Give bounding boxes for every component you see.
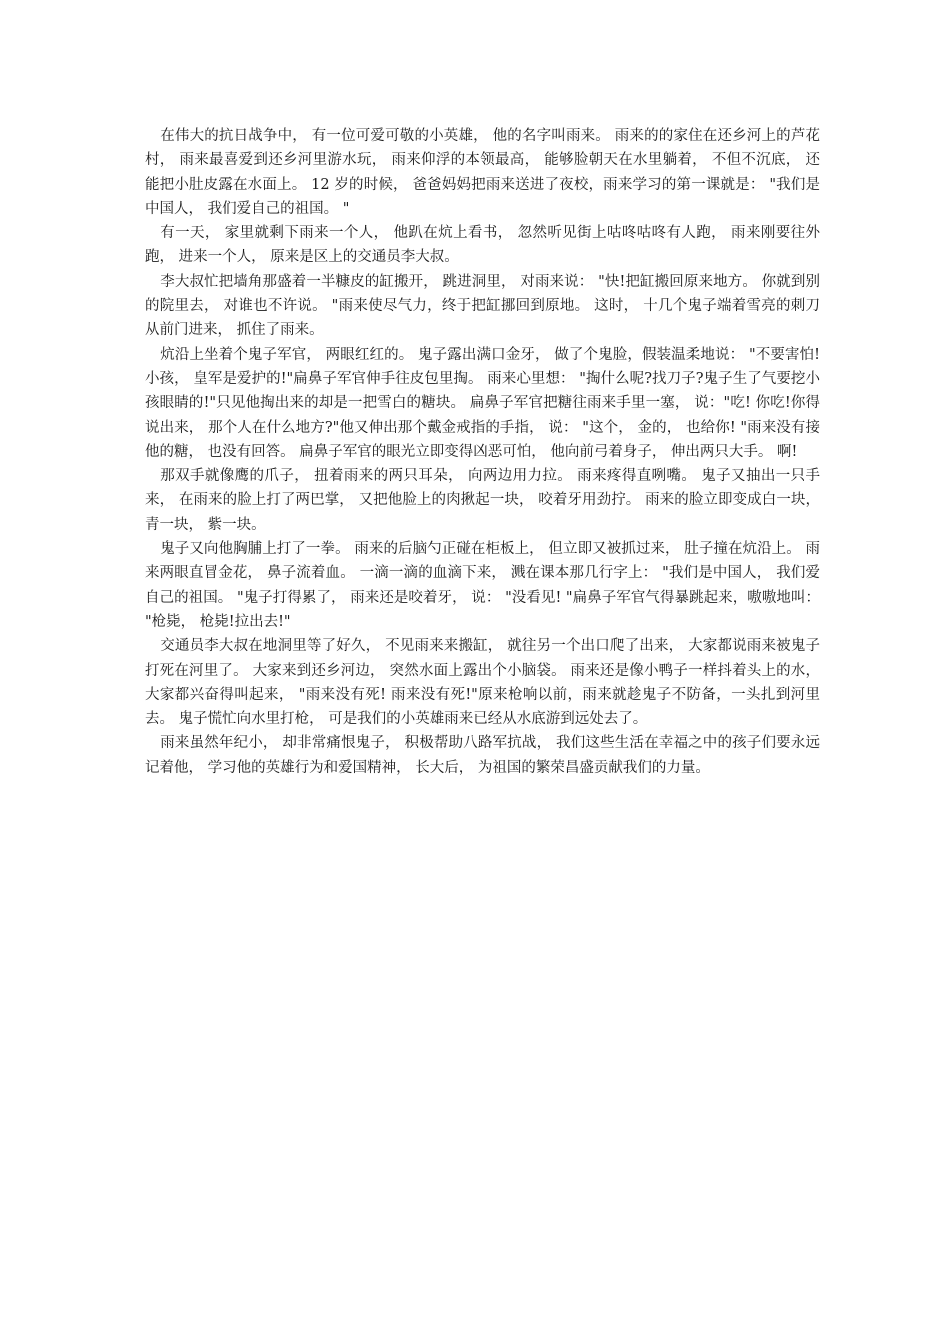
paragraph: 鬼子又向他胸脯上打了一拳。 雨来的后脑勺正碰在柜板上， 但立即又被抓过来， 肚子撞在炕沿上。 雨来两眼直冒金花， 鼻子流着血。 一滴一滴的血滴下来， 溅在课本那几行字上： "我们是中国人， 我们爱自己的祖国。 "鬼子打得累了， 雨来还是咬着牙， 说： "没看见! "扁鼻子军官气得暴跳起来，嗷嗷地叫： "枪毙， 枪毙!拉出去!" bbox=[145, 541, 820, 630]
paragraph: 有一天， 家里就剩下雨来一个人， 他趴在炕上看书， 忽然听见街上咕咚咕咚有人跑， 雨来刚要往外跑， 进来一个人， 原来是区上的交通员李大叔。 bbox=[145, 225, 820, 266]
paragraph: 在伟大的抗日战争中， 有一位可爱可敬的小英雄， 他的名字叫雨来。 雨来的的家住在还乡河上的芦花村， 雨来最喜爱到还乡河里游水玩， 雨来仰浮的本领最高， 能够脸朝天在水里躺着， 不但不沉底， 还能把小肚皮露在水面上。 12 岁的时候， 爸爸妈妈把雨来送进了夜校，雨来学习的第一课就是： "我们是中国人， 我们爱自己的祖国。 " bbox=[145, 128, 820, 217]
article-body bbox=[145, 124, 820, 780]
paragraph: 那双手就像鹰的爪子， 扭着雨来的两只耳朵， 向两边用力拉。 雨来疼得直咧嘴。 鬼子又抽出一只手来， 在雨来的脸上打了两巴掌， 又把他脸上的肉揪起一块， 咬着牙用劲拧。 雨来的脸立即变成白一块， 青一块， 紫一块。 bbox=[145, 468, 820, 533]
paragraph: 炕沿上坐着个鬼子军官， 两眼红红的。 鬼子露出满口金牙， 做了个鬼脸，假装温柔地说： "不要害怕! 小孩， 皇军是爱护的!"扁鼻子军官伸手往皮包里掏。 雨来心里想： "掏什么呢?找刀子?鬼子生了气要挖小孩眼睛的!"只见他掏出来的却是一把雪白的糖块。 扁鼻子军官把糖往雨来手里一塞， 说："吃! 你吃!你得说出来， 那个人在什么地方?"他又伸出那个戴金戒指的手指， 说： "这个， 金的， 也给你! "雨来没有接他的糖， 也没有回答。 扁鼻子军官的眼光立即变得凶恶可怕， 他向前弓着身子， 伸出两只大手。 啊! bbox=[145, 346, 820, 460]
paragraph: 雨来虽然年纪小， 却非常痛恨鬼子， 积极帮助八路军抗战， 我们这些生活在幸福之中的孩子们要永远记着他， 学习他的英雄行为和爱国精神， 长大后， 为祖国的繁荣昌盛贡献我们的力量。 bbox=[145, 735, 820, 776]
paragraph: 交通员李大叔在地洞里等了好久， 不见雨来来搬缸， 就往另一个出口爬了出来， 大家都说雨来被鬼子打死在河里了。 大家来到还乡河边， 突然水面上露出个小脑袋。 雨来还是像小鸭子一样抖着头上的水， 大家都兴奋得叫起来， "雨来没有死! 雨来没有死!"原来枪响以前，雨来就趁鬼子不防备，一头扎到河里去。 鬼子慌忙向水里打枪， 可是我们的小英雄雨来已经从水底游到远处去了。 bbox=[145, 638, 820, 728]
paragraph: 李大叔忙把墙角那盛着一半糠皮的缸搬开， 跳进洞里， 对雨来说： "快!把缸搬回原来地方。 你就到别的院里去， 对谁也不许说。 "雨来使尽气力，终于把缸挪回到原地。 这时， 十几个鬼子端着雪亮的刺刀从前门进来， 抓住了雨来。 bbox=[145, 273, 820, 339]
